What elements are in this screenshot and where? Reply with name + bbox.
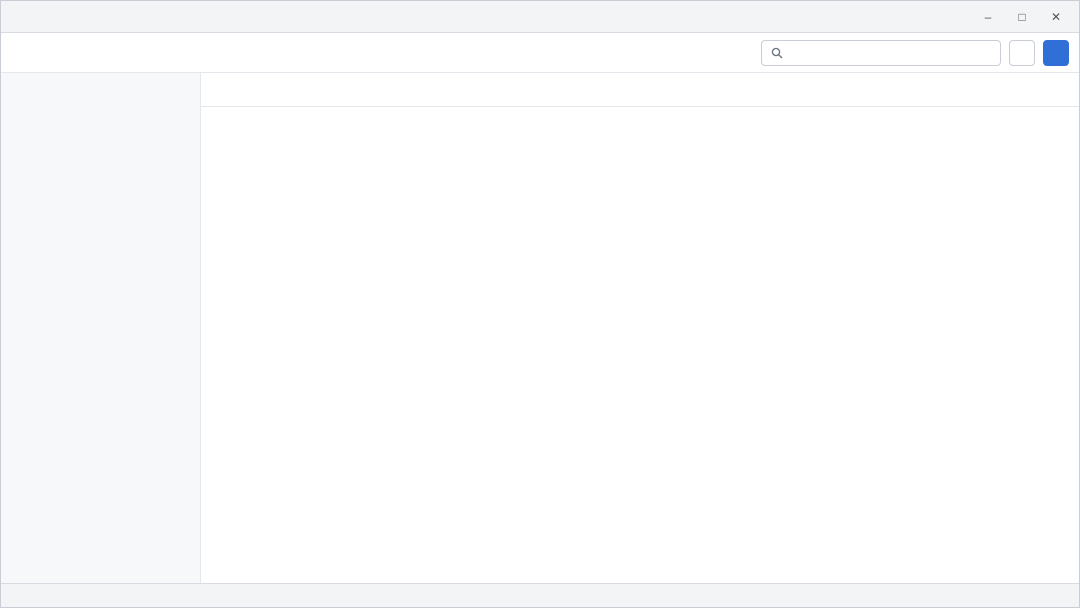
search-input[interactable] (790, 46, 992, 60)
maximize-icon[interactable]: □ (1018, 9, 1026, 24)
status-bar (1, 583, 1079, 607)
title-bar (1, 1, 1079, 33)
sidebar-heading (1, 81, 200, 93)
main-panel (201, 73, 1079, 583)
secondary-action-button[interactable] (1009, 40, 1035, 66)
toolbar (1, 33, 1079, 73)
close-icon[interactable]: ✕ (1050, 9, 1062, 24)
sidebar (1, 73, 201, 583)
window-body (1, 73, 1079, 583)
search-box[interactable] (761, 40, 1001, 66)
tab-strip (201, 73, 1079, 107)
primary-action-button[interactable] (1043, 40, 1069, 66)
minimize-icon[interactable]: – (984, 9, 992, 24)
search-icon (770, 46, 784, 60)
content-area (201, 107, 1079, 583)
